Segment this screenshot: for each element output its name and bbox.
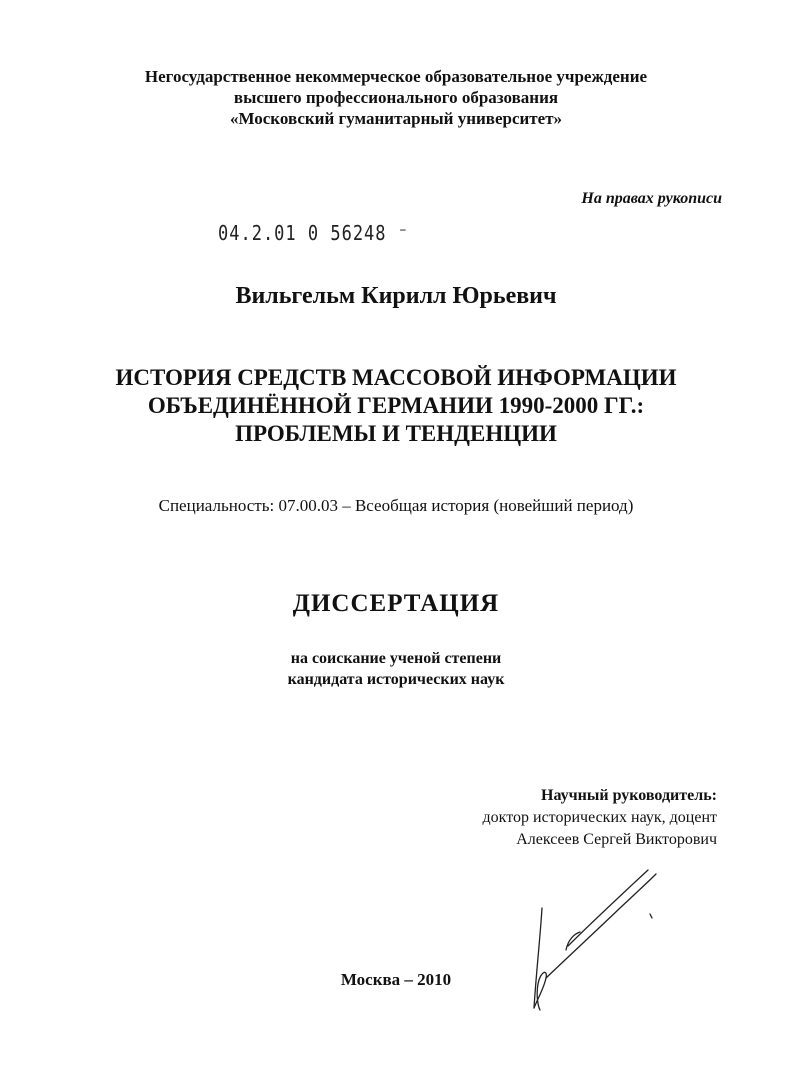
supervisor-name: Алексеев Сергей Викторович (516, 831, 717, 848)
institution-line-1: Негосударственное некоммерческое образовательное учреждение (144, 67, 648, 86)
degree-info (0, 648, 792, 690)
manuscript-note: На правах рукописи (581, 190, 722, 207)
supervisor-title: доктор исторических наук, доцент (482, 809, 717, 826)
author-name: Вильгельм Кирилл Юрьевич (235, 283, 557, 309)
city-year: Москва – 2010 (340, 970, 452, 989)
institution-line-2: высшего профессионального образования (233, 88, 559, 107)
degree-line-1: на соискание ученой степени (290, 650, 502, 667)
institution-name (0, 66, 792, 129)
title-line-2: ОБЪЕДИНЁННОЙ ГЕРМАНИИ 1990-2000 ГГ.: (147, 393, 645, 418)
registry-number: 04.2.01 0 56248 ⁻ (218, 222, 409, 246)
supervisor-label: Научный руководитель: (541, 787, 717, 804)
title-line-1: ИСТОРИЯ СРЕДСТВ МАССОВОЙ ИНФОРМАЦИИ (115, 365, 677, 390)
supervisor-block (483, 785, 717, 851)
dissertation-title (0, 364, 792, 448)
degree-line-2: кандидата исторических наук (287, 671, 505, 688)
document-type: ДИССЕРТАЦИЯ (292, 590, 500, 617)
institution-line-3: «Московский гуманитарный университет» (229, 109, 563, 128)
handwritten-signature (510, 860, 680, 1020)
title-line-3: ПРОБЛЕМЫ И ТЕНДЕНЦИИ (235, 421, 557, 446)
specialty: Специальность: 07.00.03 – Всеобщая история (новейший период) (158, 496, 634, 515)
